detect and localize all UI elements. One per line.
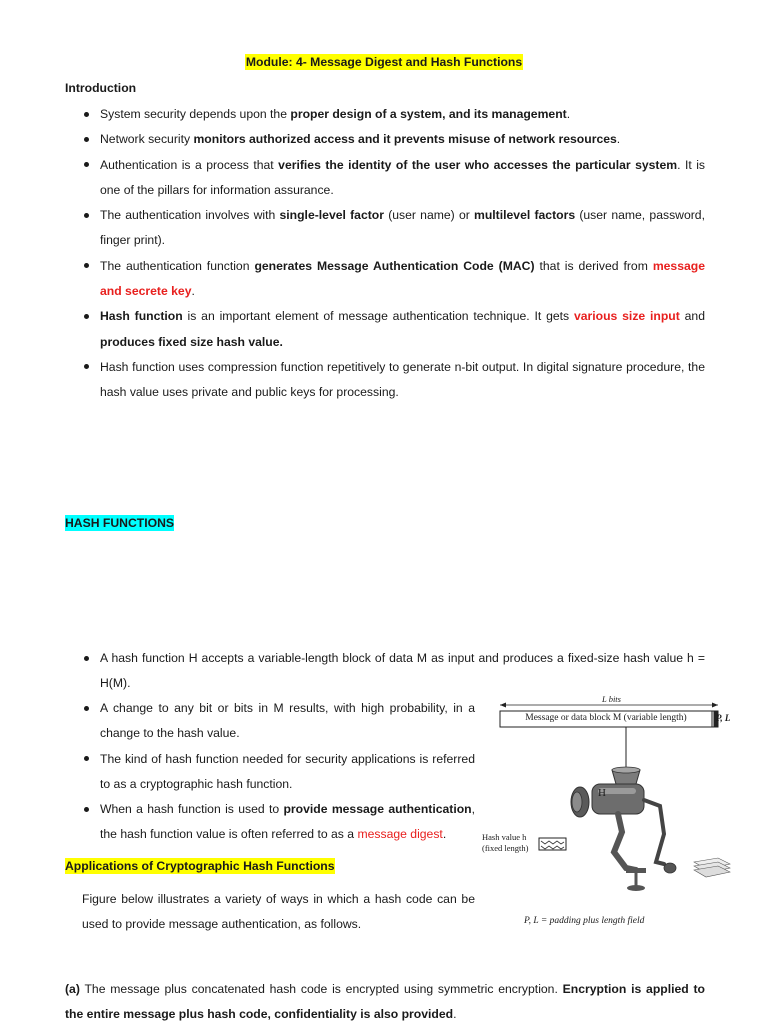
bullet-icon: [84, 213, 89, 218]
title-row: [0, 55, 768, 69]
intro-bullet-1: System security depends upon the proper design of a system, and its management.: [65, 102, 705, 127]
bullet-icon: [84, 756, 89, 761]
intro-bullet-7: Hash function uses compression function repetitively to generate n-bit output. In digital signature procedure, the hash value uses private and public keys for processing.: [65, 355, 705, 406]
hash-heading-row: [65, 516, 174, 530]
hash-h-label: H: [598, 787, 606, 799]
hash-function-figure: [478, 692, 748, 932]
bullet-icon: [84, 162, 89, 167]
hash-value-label: Hash value h (fixed length): [482, 832, 529, 853]
intro-bullet-4: The authentication involves with single-level factor (user name) or multilevel factors (user name, password, finger print).: [65, 203, 705, 254]
intro-heading: Introduction: [65, 81, 137, 95]
bullet-icon: [84, 263, 89, 268]
hash-bullet-3: The kind of hash function needed for security applications is referred to as a cryptographic hash function.: [65, 747, 475, 798]
applications-heading: Applications of Cryptographic Hash Functions: [65, 859, 335, 873]
intro-bullet-6: Hash function is an important element of message authentication technique. It gets various size input and produces fixed size hash value.: [65, 304, 705, 355]
paragraph-a: (a) The message plus concatenated hash code is encrypted using symmetric encryption. Encryption is applied to the entire message plus hash code, confidentiality is also provided.: [65, 982, 705, 1022]
intro-bullet-list: [65, 102, 705, 406]
page-title: Module: 4- Message Digest and Hash Functions: [245, 55, 523, 69]
bullet-icon: [84, 656, 89, 661]
message-block-label: Message or data block M (variable length): [525, 713, 687, 723]
intro-bullet-3: Authentication is a process that verifies the identity of the user who accesses the particular system. It is one of the pillars for information assurance.: [65, 153, 705, 204]
applications-text: Figure below illustrates a variety of ways in which a hash code can be used to provide message authentication, as follows.: [82, 892, 475, 932]
bullet-icon: [84, 137, 89, 142]
bullet-icon: [84, 706, 89, 711]
intro-bullet-5: The authentication function generates Message Authentication Code (MAC) that is derived from message and secrete key.: [65, 254, 705, 305]
padding-length-label: P, L: [716, 713, 731, 723]
hash-bullet-list-2: [65, 696, 475, 848]
meat-grinder-diagram: [478, 692, 748, 932]
bullet-icon: [84, 807, 89, 812]
bullet-icon: [84, 314, 89, 319]
hash-functions-heading: HASH FUNCTIONS: [65, 516, 175, 530]
hash-bullet-2: A change to any bit or bits in M results, with high probability, in a change to the hash value.: [65, 696, 475, 747]
figure-caption: P, L = padding plus length field: [524, 916, 645, 926]
bits-label: L bits: [602, 694, 621, 704]
bullet-icon: [84, 112, 89, 117]
bullet-icon: [84, 364, 89, 369]
apps-heading-row: [65, 859, 335, 873]
hash-bullet-4: When a hash function is used to provide message authentication, the hash function value is often referred to as a message digest.: [65, 797, 475, 848]
intro-bullet-2: Network security monitors authorized access and it prevents misuse of network resources.: [65, 127, 705, 152]
hash-bullet-1: A hash function H accepts a variable-length block of data M as input and produces a fixed-size hash value h = H(M).: [65, 646, 705, 697]
hash-bullet-list-1: [65, 646, 705, 697]
